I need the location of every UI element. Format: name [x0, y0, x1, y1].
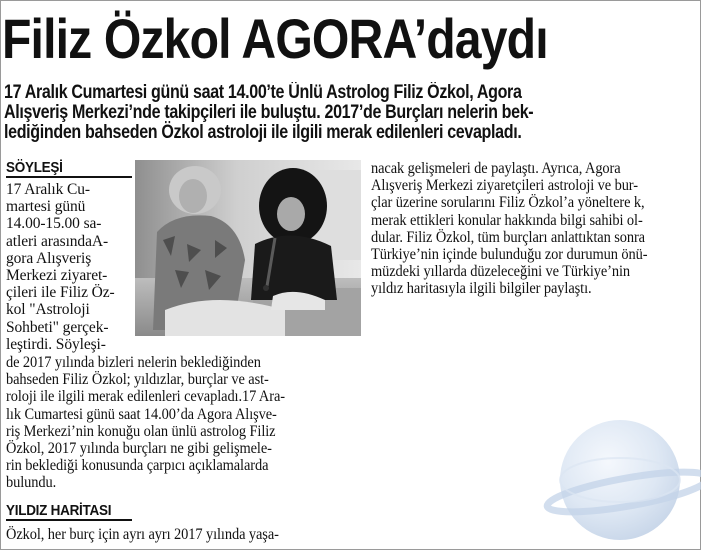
text-line: de 2017 yılında bizleri nelerin beklediğinden [6, 354, 261, 371]
text-line: 17 Aralık Cu- [6, 181, 90, 198]
event-photo [135, 160, 361, 336]
text-line: merak ettikleri konular hakkında bilgi sahibi ol- [371, 211, 643, 229]
text-line: Türkiye’nin içinde bulunduğu zor durumun önü- [371, 246, 648, 264]
watermark-globe-icon [540, 400, 701, 550]
text-line: yıldız haritasıyla ilgili bilgiler paylaştı. [371, 280, 592, 298]
text-line: roloji ile ilgili merak edilenleri cevapladı.17 Ara- [6, 388, 285, 406]
article-column-tail [6, 526, 336, 543]
text-line: çileri ile Filiz Öz- [6, 284, 115, 302]
text-line: martesi günü [6, 198, 86, 216]
text-line: gora Alışveriş [6, 249, 92, 267]
text-line: atleri arasındaA- [6, 232, 109, 250]
text-line: Özkol, her burç için ayrı ayrı 2017 yılında yaşa- [6, 526, 279, 543]
lead-line: 17 Aralık Cumartesi günü saat 14.00’te Ünlü Astrolog Filiz Özkol, Agora [4, 82, 522, 103]
article-column-narrow [6, 181, 132, 353]
section-heading-soylesi: SÖYLEŞİ [6, 159, 63, 176]
lead-paragraph [4, 83, 688, 143]
text-line: Alışveriş Merkezi ziyaretçileri astroloji ve bur- [371, 177, 638, 195]
text-line: bahseden Filiz Özkol; yıldızlar, burçlar ve ast- [6, 371, 269, 389]
section-heading-yildiz-haritasi: YILDIZ HARİTASI [6, 502, 112, 519]
text-line: nacak gelişmeleri de paylaştı. Ayrıca, Agora [371, 160, 621, 177]
text-line: dular. Filiz Özkol, tüm burçları anlattıktan sonra [371, 228, 645, 246]
text-line: lık Cumartesi günü saat 14.00’da Agora Alışve- [6, 405, 277, 423]
text-line: müzdeki yıllarda düzeleceğini ve Türkiye’nin [371, 263, 631, 281]
text-line: Özkol, 2017 yılında burçları ne gibi gelişmele- [6, 440, 272, 458]
text-line: Sohbeti" gerçek- [6, 318, 109, 336]
headline: Filiz Özkol AGORA’daydı [2, 7, 548, 70]
lead-line: lediğinden bahseden Özkol astroloji ile ilgili merak edilenleri cevapladı. [4, 122, 522, 143]
text-line: bulundu. [6, 474, 57, 492]
text-line: 14.00-15.00 sa- [6, 215, 102, 233]
section-underline [6, 519, 132, 521]
lead-line: Alışveriş Merkezi’nde takipçileri ile buluştu. 2017’de Burçları nelerin bek- [4, 102, 534, 123]
text-line: leştirdi. Söyleşi- [6, 335, 106, 353]
article-column-right [371, 160, 678, 298]
text-line: çlar üzerine sorularını Filiz Özkol’a yöneltere k, [371, 194, 645, 212]
article-column-wide [6, 354, 336, 492]
text-line: rin beklediği konusunda çarpıcı açıklamalarda [6, 457, 269, 475]
text-line: riş Merkezi’nin konuğu olan ünlü astrolog Filiz [6, 422, 276, 440]
text-line: Merkezi ziyaret- [6, 267, 108, 285]
text-line: kol "Astroloji [6, 301, 90, 319]
event-photo-image [135, 160, 361, 336]
section-underline [6, 176, 132, 178]
